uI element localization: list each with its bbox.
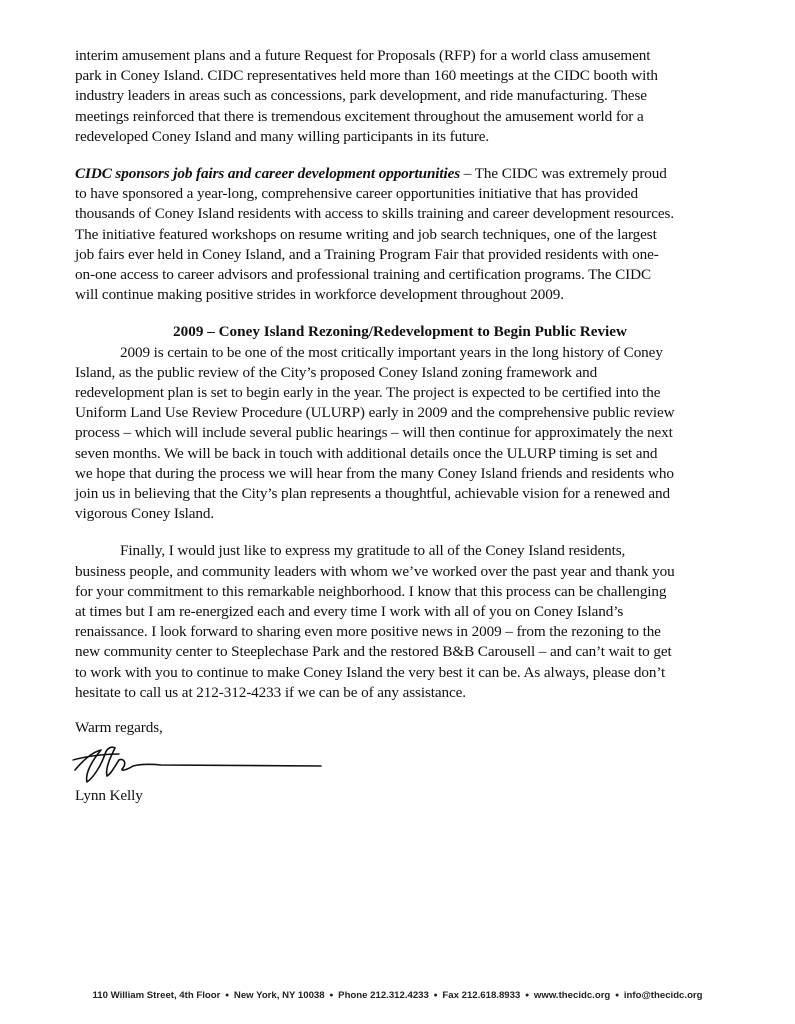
- text-line: Finally, I would just like to express my gratitude to all of the Coney Island residents,: [120, 542, 626, 560]
- text-line: meetings reinforced that there is tremendous excitement throughout the amusement world for a: [75, 107, 644, 125]
- signature-image: [71, 740, 331, 786]
- text-line: renaissance. I look forward to sharing even more positive news in 2009 – from the rezoning to the: [75, 623, 661, 641]
- text-line: will continue making positive strides in workforce development throughout 2009.: [75, 286, 564, 304]
- paragraph-rfp: [75, 46, 725, 147]
- text-line: Island, as the public review of the City’s proposed Coney Island zoning framework and: [75, 363, 598, 381]
- footer-fax: Fax 212.618.8933: [442, 990, 521, 1001]
- text-line: hesitate to call us at 212-312-4233 if we can be of any assistance.: [75, 683, 467, 701]
- footer-city: New York, NY 10038: [233, 990, 325, 1001]
- text-line: Uniform Land Use Review Procedure (ULURP) early in 2009 and the comprehensive public review: [75, 404, 675, 422]
- section-heading: 2009 – Coney Island Rezoning/Redevelopment to Begin Public Review: [173, 323, 627, 341]
- text-line: seven months. We will be back in touch with additional details once the ULURP timing is set and: [75, 444, 658, 462]
- text-line: to work with you to continue to make Coney Island the very best it can be. As always, please don’t: [75, 663, 666, 681]
- text-line: for your commitment to this remarkable neighborhood. I know that this process can be challenging: [75, 582, 667, 600]
- letter-body: [75, 46, 725, 807]
- footer-address: 110 William Street, 4th Floor: [92, 990, 221, 1001]
- footer-contact: [0, 990, 795, 1001]
- text-line: redevelopment plan is set to begin early in the year. The project is expected to be certified into the: [75, 384, 661, 402]
- text-line: we hope that during the process we will hear from the many Coney Island friends and residents who: [75, 464, 674, 482]
- bullet-separator-icon: ●: [329, 992, 334, 999]
- text-line: on-one access to career advisors and professional training and certification programs. The CIDC: [75, 266, 652, 284]
- text-line: to have sponsored a year-long, comprehensive career opportunities initiative that has provided: [75, 185, 639, 203]
- text-line: job fairs ever held in Coney Island, and a Training Program Fair that provided residents with one-: [75, 245, 659, 263]
- text-line: – The CIDC was extremely proud: [460, 165, 667, 183]
- paragraph-lead: CIDC sponsors job fairs and career development opportunities: [75, 165, 461, 183]
- paragraph-rezoning: [75, 343, 725, 525]
- text-line: thousands of Coney Island residents with access to skills training and career development resources.: [75, 205, 675, 223]
- text-line: The initiative featured workshops on resume writing and job search techniques, one of the largest: [75, 225, 657, 243]
- signature-name: Lynn Kelly: [75, 787, 143, 805]
- footer-email: info@thecidc.org: [623, 990, 703, 1001]
- text-line: at times but I am re-energized each and every time I work with all of you on Coney Island’s: [75, 603, 624, 621]
- bullet-separator-icon: ●: [614, 992, 620, 999]
- text-line: interim amusement plans and a future Request for Proposals (RFP) for a world class amusement: [75, 47, 651, 64]
- text-line: business people, and community leaders with whom we’ve worked over the past year and thank you: [75, 562, 675, 580]
- text-line: park in Coney Island. CIDC representatives held more than 160 meetings at the CIDC booth with: [75, 67, 658, 85]
- bullet-separator-icon: ●: [524, 992, 530, 999]
- text-line: industry leaders in areas such as concessions, park development, and ride manufacturing. These: [75, 87, 647, 105]
- footer-website: www.thecidc.org: [533, 990, 611, 1001]
- text-line: new community center to Steeplechase Park and the restored B&B Carousell – and can’t wait to get: [75, 643, 672, 661]
- footer-phone: Phone 212.312.4233: [338, 990, 429, 1001]
- text-line: vigorous Coney Island.: [75, 505, 215, 523]
- paragraph-job-fairs: [75, 164, 725, 305]
- paragraph-gratitude: [75, 541, 725, 703]
- text-line: 2009 is certain to be one of the most critically important years in the long history of Coney: [120, 343, 663, 361]
- text-line: redeveloped Coney Island and many willing participants in its future.: [75, 127, 490, 145]
- text-line: join us in believing that the City’s plan represents a thoughtful, achievable vision for a renewed and: [75, 485, 671, 503]
- text-line: process – which will include several public hearings – will then continue for approximately the next: [75, 424, 673, 442]
- bullet-separator-icon: ●: [225, 992, 230, 999]
- closing-salutation: Warm regards,: [75, 719, 163, 737]
- bullet-separator-icon: ●: [433, 992, 438, 999]
